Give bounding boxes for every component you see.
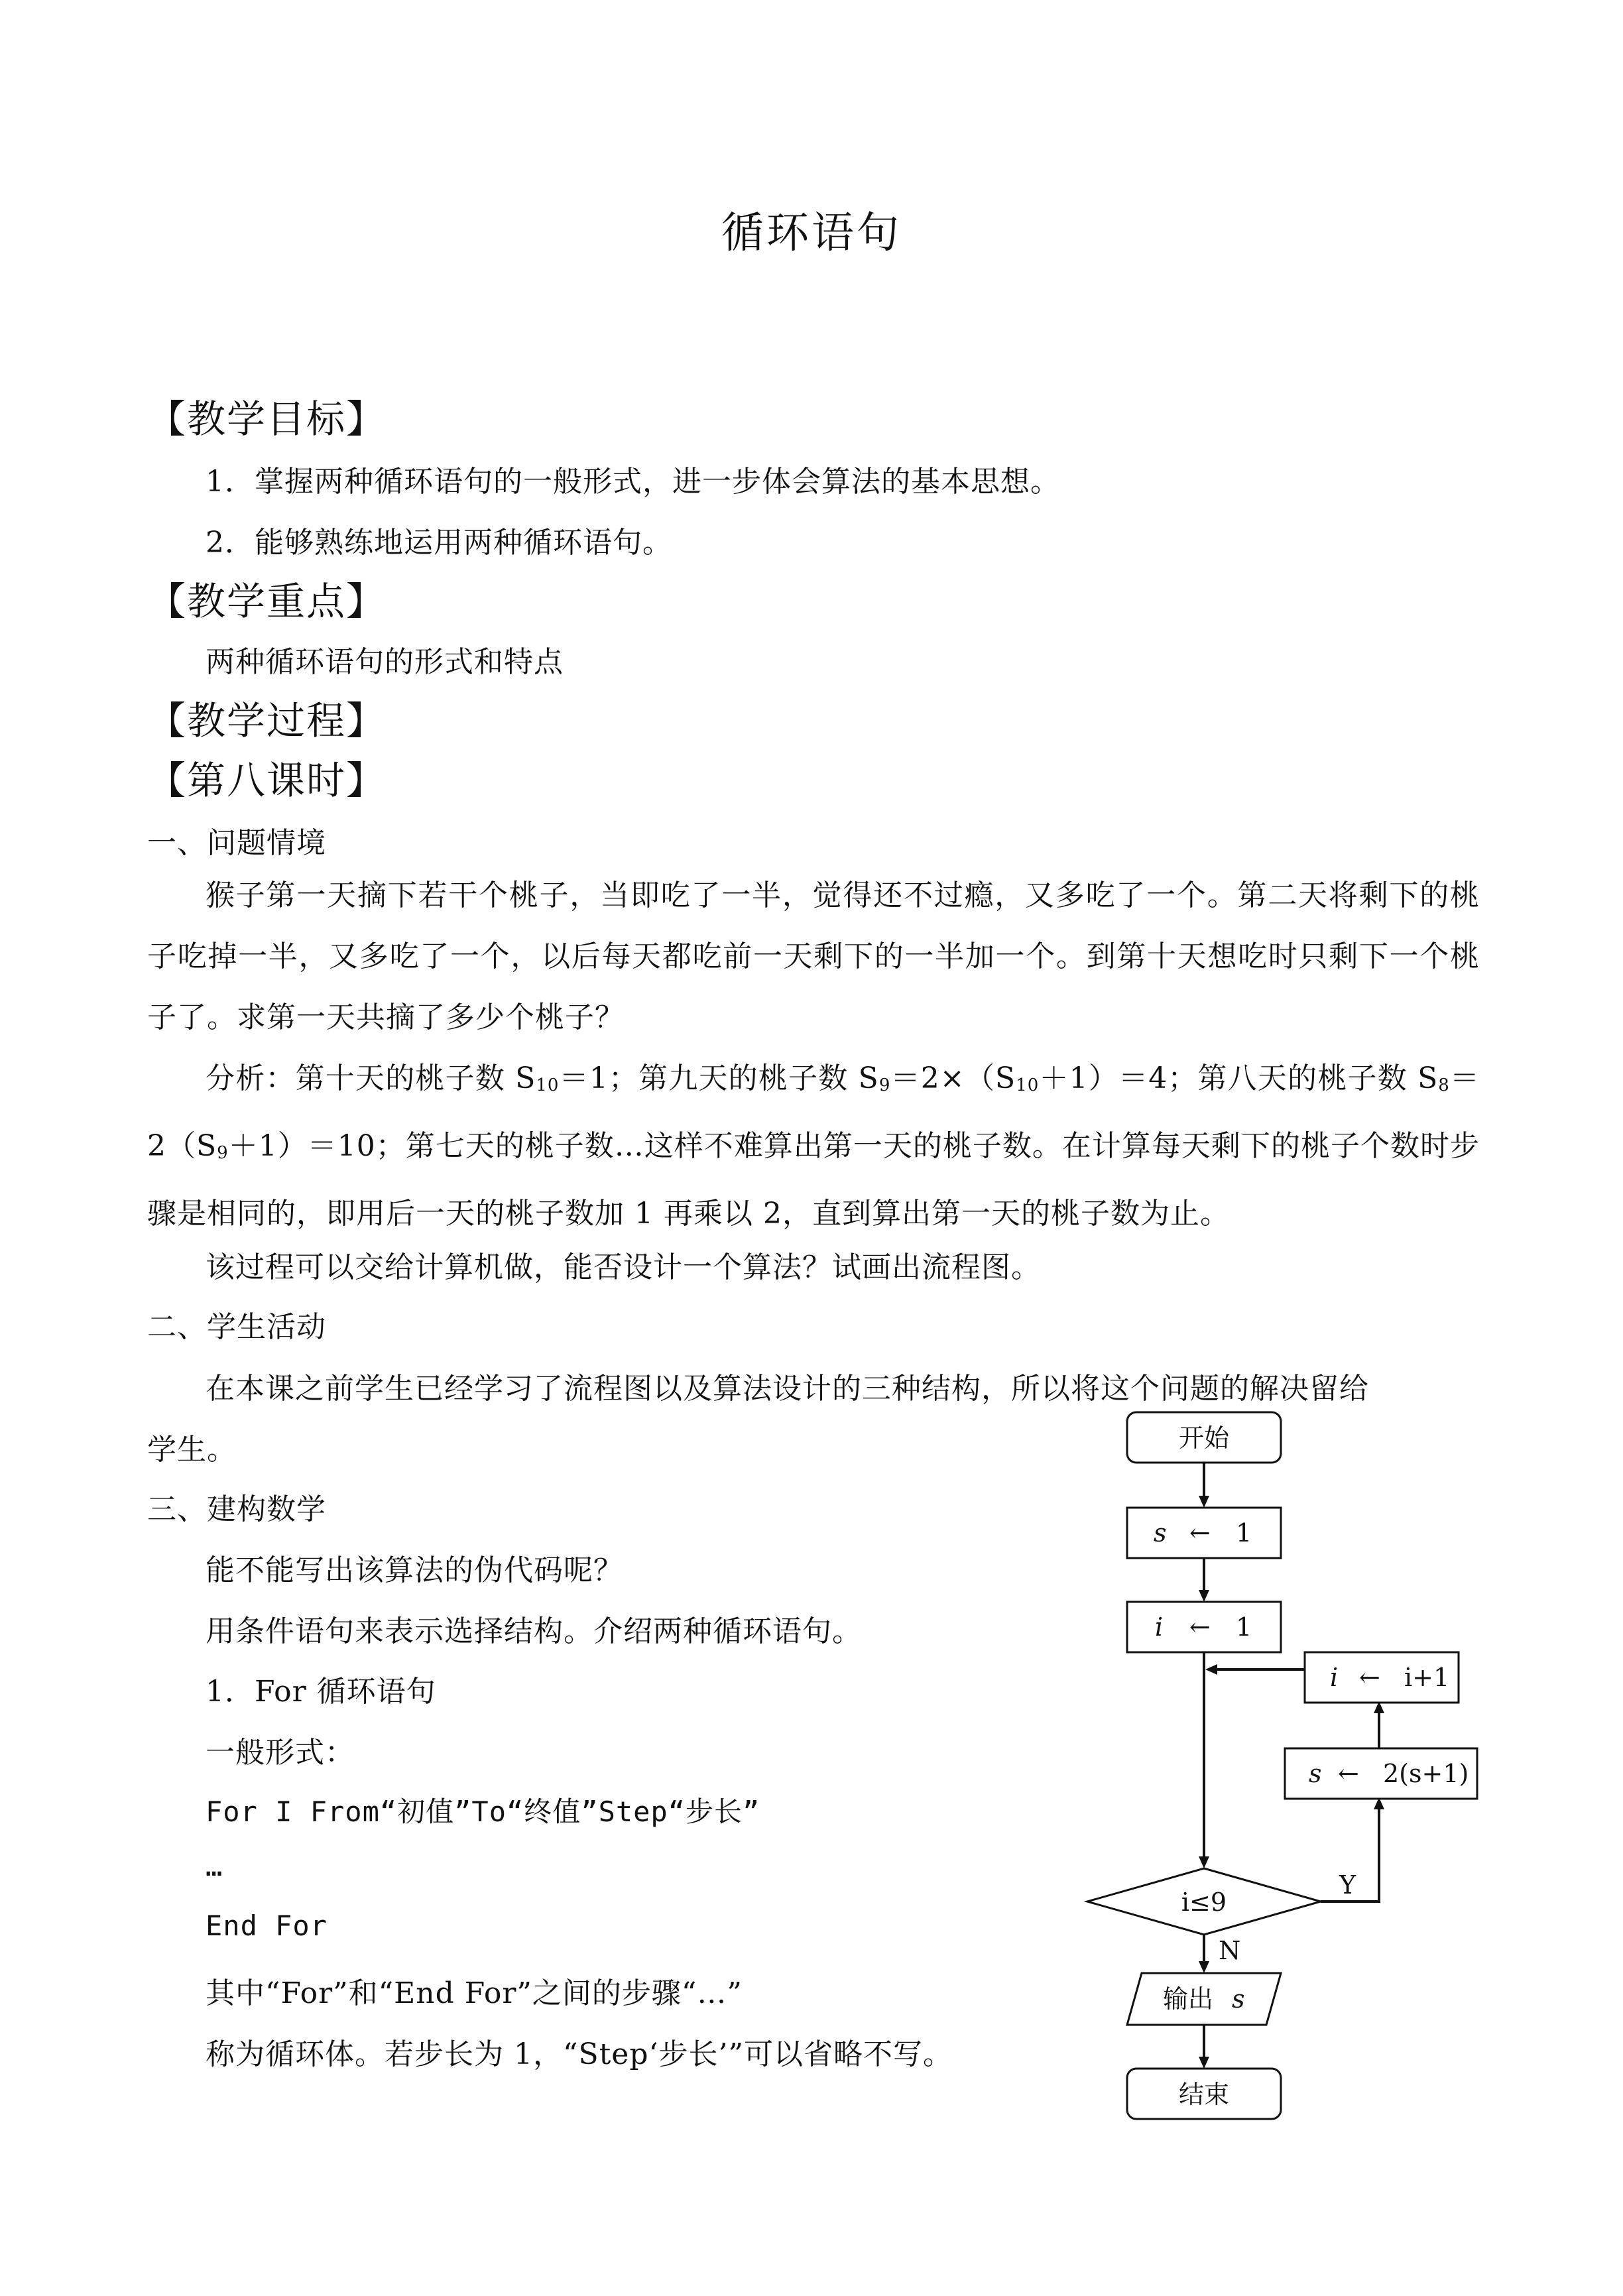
flow-init-i-arrow: ← <box>1189 1612 1211 1642</box>
flow-update-s-rhs: 2(s+1) <box>1383 1759 1469 1788</box>
flow-update-s-var: s <box>1309 1759 1322 1788</box>
flow-arrowhead-1 <box>1199 1496 1209 1508</box>
code-line-for: For I From“初值”To“终值”Step“步长” <box>206 1795 760 1828</box>
intro-text: 用条件语句来表示选择结构。介绍两种循环语句。 <box>206 1614 862 1648</box>
section-2-heading: 二、学生活动 <box>147 1310 326 1344</box>
general-form-label: 一般形式： <box>206 1736 355 1770</box>
flow-yes-label: Y <box>1339 1870 1356 1900</box>
for-loop-title: 1．For 循环语句 <box>206 1675 436 1709</box>
flow-init-s-var: s <box>1154 1518 1167 1547</box>
section-1-heading: 一、问题情境 <box>147 826 326 860</box>
problem-paragraph: 猴子第一天摘下若干个桃子，当即吃了一半，觉得还不过瘾，又多吃了一个。第二天将剩下的桃子吃掉一半，又多吃了一个，以后每天都吃前一天剩下的一半加一个。到第十天想吃时只剩下一个桃子了。求第一天共摘了多少个桃子？ <box>147 878 1480 1034</box>
flow-output-label: 输出 <box>1163 1984 1214 2014</box>
flow-arrowhead-no <box>1199 1961 1209 1973</box>
pseudocode-question: 能不能写出该算法的伪代码呢？ <box>206 1553 623 1587</box>
loop-note-line1: 其中“For”和“End For”之间的步骤“…” <box>206 1976 743 2010</box>
question-text: 该过程可以交给计算机做，能否设计一个算法？试画出流程图。 <box>206 1250 1041 1284</box>
flow-update-i-arrow: ← <box>1359 1663 1380 1692</box>
flow-no-label: N <box>1219 1936 1241 1965</box>
objective-1: 1．掌握两种循环语句的一般形式，进一步体会算法的基本思想。 <box>206 465 1060 499</box>
flow-update-i-var: i <box>1330 1663 1339 1692</box>
flow-init-s-arrow: ← <box>1189 1518 1211 1547</box>
section-3-heading: 三、建构数学 <box>147 1492 326 1526</box>
process-heading: 【教学过程】 <box>147 698 387 743</box>
objectives-heading: 【教学目标】 <box>147 396 387 442</box>
flow-arrowhead-end <box>1199 2057 1209 2069</box>
code-line-ellipsis: … <box>206 1850 223 1882</box>
flow-update-i-rhs: i+1 <box>1404 1663 1450 1692</box>
analysis-paragraph: 分析：第十天的桃子数 S10＝1；第九天的桃子数 S9＝2×（S10＋1）＝4；第八天的桃子数 S8＝2（S9＋1）＝10；第七天的桃子数…这样不难算出第一天的桃子数。在计算每天剩下的桃子个数时步骤是相同的，即用后一天的桃子数加 1 再乘以 2，直到算出第一天的桃子数为止。 <box>147 1061 1480 1231</box>
page-title: 循环语句 <box>721 209 902 258</box>
flow-output-var: s <box>1232 1984 1245 2014</box>
flow-arrowhead-3 <box>1199 1856 1209 1868</box>
objective-2: 2．能够熟练地运用两种循环语句。 <box>206 526 672 560</box>
flow-decision-label: i≤9 <box>1181 1888 1227 1917</box>
flow-arrowhead-loop <box>1205 1664 1217 1675</box>
activity-text-line1: 在本课之前学生已经学习了流程图以及算法设计的三种结构，所以将这个问题的解决留给 <box>206 1372 1369 1406</box>
flow-arrowhead-2 <box>1199 1590 1209 1602</box>
key-points-text: 两种循环语句的形式和特点 <box>206 645 564 679</box>
loop-flowchart <box>1048 1399 1512 2128</box>
flow-init-i-var: i <box>1155 1612 1164 1642</box>
activity-text-line2: 学生。 <box>147 1433 237 1467</box>
flow-init-s-value: 1 <box>1236 1518 1252 1547</box>
lesson-heading: 【第八课时】 <box>147 758 387 803</box>
loop-note-line2: 称为循环体。若步长为 1，“Step‘步长’”可以省略不写。 <box>206 2037 953 2071</box>
code-line-end-for: End For <box>206 1909 328 1942</box>
flow-init-i-value: 1 <box>1236 1612 1252 1642</box>
flow-end-label: 结束 <box>1178 2080 1230 2109</box>
flow-update-s-arrow: ← <box>1338 1759 1359 1788</box>
flow-start-label: 开始 <box>1178 1423 1230 1453</box>
key-points-heading: 【教学重点】 <box>147 579 387 624</box>
